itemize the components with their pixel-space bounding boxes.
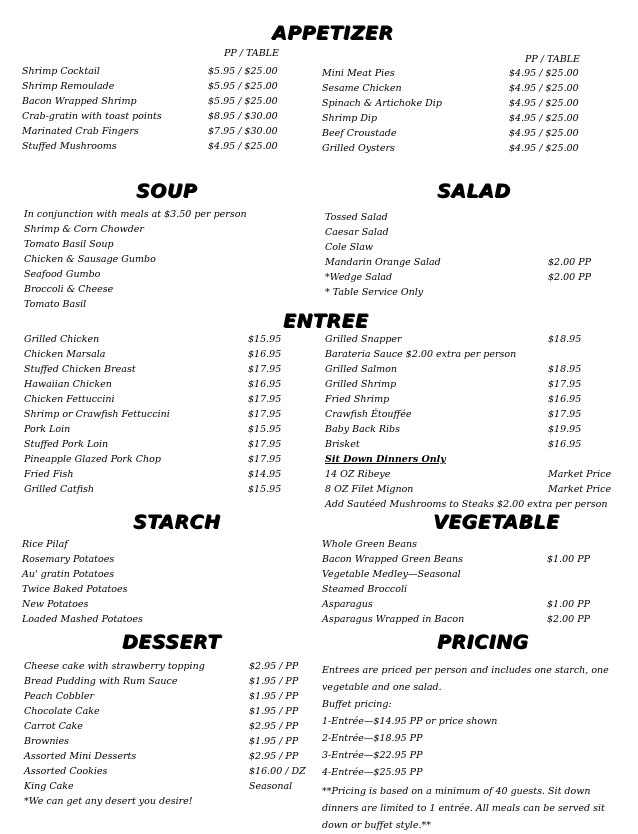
list-item: Rosemary Potatoes <box>22 554 115 565</box>
vegetable-heading: VEGETABLE <box>433 511 560 533</box>
item-name: Whole Green Beans <box>322 539 418 550</box>
item-price: $17.95 <box>248 409 282 420</box>
item-name: Shrimp Dip <box>322 113 378 124</box>
pricing-tier: 2-Entrée—$18.95 PP <box>322 733 423 744</box>
item-name: Assorted Cookies <box>24 766 108 777</box>
item-price: $2.95 / PP <box>249 721 299 732</box>
item-name: Stuffed Mushrooms <box>22 141 117 152</box>
item-name: 8 OZ Filet Mignon <box>325 484 414 495</box>
item-name: Grilled Salmon <box>325 364 398 375</box>
item-name: King Cake <box>24 781 74 792</box>
item-name: Crab-gratin with toast points <box>22 111 162 122</box>
item-name: Fried Fish <box>24 469 74 480</box>
item-price: $1.95 / PP <box>249 676 299 687</box>
item-price: $5.95 / $25.00 <box>208 96 278 107</box>
item-name: Grilled Catfish <box>24 484 95 495</box>
item-price: $5.95 / $25.00 <box>208 81 278 92</box>
item-name: Brownies <box>24 736 70 747</box>
item-price: $19.95 <box>548 424 582 435</box>
item-price: $4.95 / $25.00 <box>509 68 579 79</box>
item-name: Shrimp or Crawfish Fettuccini <box>24 409 170 420</box>
item-name: Peach Cobbler <box>24 691 95 702</box>
item-price: $2.00 PP <box>547 614 591 625</box>
pricing-tier: 4-Entrée—$25.95 PP <box>322 767 423 778</box>
dessert-footnote: *We can get any desert you desire! <box>24 796 193 807</box>
item-price: $15.95 <box>248 484 282 495</box>
item-name: Chicken Fettuccini <box>24 394 115 405</box>
item-name: Stuffed Chicken Breast <box>24 364 136 375</box>
item-name: Assorted Mini Desserts <box>24 751 137 762</box>
item-name: Steamed Broccoli <box>322 584 408 595</box>
list-item: New Potatoes <box>22 599 89 610</box>
list-item: Tomato Basil Soup <box>24 239 114 250</box>
item-name: 14 OZ Ribeye <box>325 469 391 480</box>
item-price: $1.00 PP <box>547 554 591 565</box>
pricing-heading: PRICING <box>437 631 529 653</box>
buffet-label: Buffet pricing: <box>322 699 392 710</box>
item-price: $16.95 <box>248 349 282 360</box>
salad-heading: SALAD <box>437 180 511 202</box>
list-item: Rice Pilaf <box>22 539 68 550</box>
item-price: $1.00 PP <box>547 599 591 610</box>
item-price: Market Price <box>548 484 612 495</box>
starch-heading: STARCH <box>133 511 221 533</box>
soup-intro: In conjunction with meals at $3.50 per person <box>24 209 247 220</box>
item-price: $17.95 <box>248 454 282 465</box>
item-name: Vegetable Medley—Seasonal <box>322 569 461 580</box>
item-name: Cheese cake with strawberry topping <box>24 661 205 672</box>
item-price: $16.95 <box>548 439 582 450</box>
item-price: $7.95 / $30.00 <box>208 126 278 137</box>
item-name: Asparagus Wrapped in Bacon <box>322 614 465 625</box>
item-name: Mini Meat Pies <box>322 68 395 79</box>
item-price: $16.95 <box>548 394 582 405</box>
item-name: Hawaiian Chicken <box>24 379 112 390</box>
item-name: Caesar Salad <box>325 227 389 238</box>
item-name: Fried Shrimp <box>325 394 390 405</box>
item-price: $15.95 <box>248 334 282 345</box>
list-item: Tomato Basil <box>24 299 87 310</box>
item-name: Shrimp Remoulade <box>22 81 115 92</box>
item-price: $2.00 PP <box>548 272 592 283</box>
item-name: Chocolate Cake <box>24 706 100 717</box>
item-price: $4.95 / $25.00 <box>509 128 579 139</box>
item-price: Seasonal <box>249 781 293 792</box>
item-price: $4.95 / $25.00 <box>208 141 278 152</box>
item-price: $4.95 / $25.00 <box>509 113 579 124</box>
item-price: $17.95 <box>248 394 282 405</box>
item-price: $4.95 / $25.00 <box>509 98 579 109</box>
item-price: $1.95 / PP <box>249 691 299 702</box>
item-price: $16.00 / DZ <box>249 766 306 777</box>
item-price: $17.95 <box>248 364 282 375</box>
item-name: Mandarin Orange Salad <box>325 257 441 268</box>
dessert-heading: DESSERT <box>122 631 221 653</box>
item-price: $17.95 <box>248 439 282 450</box>
list-item: Broccoli & Cheese <box>24 284 114 295</box>
barateria-note: Barateria Sauce $2.00 extra per person <box>325 349 517 360</box>
item-name: Brisket <box>325 439 360 450</box>
item-name: Grilled Oysters <box>322 143 395 154</box>
item-price: $5.95 / $25.00 <box>208 66 278 77</box>
pricing-intro: Entrees are priced per person and includes one starch, one vegetable and one salad. <box>322 665 609 693</box>
item-name: Sesame Chicken <box>322 83 402 94</box>
item-price: $17.95 <box>548 409 582 420</box>
item-price: $16.95 <box>248 379 282 390</box>
item-name: Shrimp Cocktail <box>22 66 100 77</box>
item-name: Baby Back Ribs <box>325 424 401 435</box>
item-name: Tossed Salad <box>325 212 388 223</box>
item-name: Chicken Marsala <box>24 349 106 360</box>
list-item: Twice Baked Potatoes <box>22 584 128 595</box>
list-item: Loaded Mashed Potatoes <box>22 614 143 625</box>
item-price: $14.95 <box>248 469 282 480</box>
item-name: Crawfish Étouffée <box>325 409 412 420</box>
item-price: $17.95 <box>548 379 582 390</box>
item-name: Grilled Shrimp <box>325 379 397 390</box>
item-name: Spinach & Artichoke Dip <box>322 98 442 109</box>
item-name: Stuffed Pork Loin <box>24 439 109 450</box>
item-name: Grilled Snapper <box>325 334 402 345</box>
appetizer-heading: APPETIZER <box>272 22 394 44</box>
salad-footnote: * Table Service Only <box>325 287 424 298</box>
pricing-tier: 3-Entrée—$22.95 PP <box>322 750 423 761</box>
list-item: Au' gratin Potatoes <box>22 569 115 580</box>
entree-heading: ENTREE <box>283 310 369 332</box>
item-price: $4.95 / $25.00 <box>509 143 579 154</box>
item-price: $2.95 / PP <box>249 661 299 672</box>
item-price: $18.95 <box>548 364 582 375</box>
item-price: $2.95 / PP <box>249 751 299 762</box>
item-name: *Wedge Salad <box>325 272 393 283</box>
list-item: Chicken & Sausage Gumbo <box>24 254 156 265</box>
pricing-note: **Pricing is based on a minimum of 40 guests. Sit down dinners are limited to 1 entrée. All meals can be served sit down or buffet style.** <box>322 786 605 831</box>
item-name: Pork Loin <box>24 424 71 435</box>
list-item: Seafood Gumbo <box>24 269 101 280</box>
soup-heading: SOUP <box>136 180 198 202</box>
item-name: Marinated Crab Fingers <box>22 126 139 137</box>
item-price: $1.95 / PP <box>249 736 299 747</box>
item-price: $8.95 / $30.00 <box>208 111 278 122</box>
item-name: Carrot Cake <box>24 721 83 732</box>
item-name: Asparagus <box>322 599 373 610</box>
item-name: Cole Slaw <box>325 242 374 253</box>
item-price: Market Price <box>548 469 612 480</box>
item-name: Beef Croustade <box>322 128 397 139</box>
item-price: $18.95 <box>548 334 582 345</box>
list-item: Shrimp & Corn Chowder <box>24 224 144 235</box>
item-price: $15.95 <box>248 424 282 435</box>
pricing-tier: 1-Entrée—$14.95 PP or price shown <box>322 716 498 727</box>
item-name: Grilled Chicken <box>24 334 100 345</box>
item-name: Bacon Wrapped Shrimp <box>22 96 137 107</box>
item-name: Bacon Wrapped Green Beans <box>322 554 464 565</box>
item-name: Bread Pudding with Rum Sauce <box>24 676 178 687</box>
mushroom-note: Add Sautéed Mushrooms to Steaks $2.00 extra per person <box>325 499 608 510</box>
appetizer-col-header-right: PP / TABLE <box>525 54 580 65</box>
item-price: $4.95 / $25.00 <box>509 83 579 94</box>
item-name: Pineapple Glazed Pork Chop <box>24 454 161 465</box>
appetizer-col-header-left: PP / TABLE <box>224 48 279 59</box>
item-price: $2.00 PP <box>548 257 592 268</box>
item-price: $1.95 / PP <box>249 706 299 717</box>
sit-down-label: Sit Down Dinners Only <box>325 454 446 465</box>
